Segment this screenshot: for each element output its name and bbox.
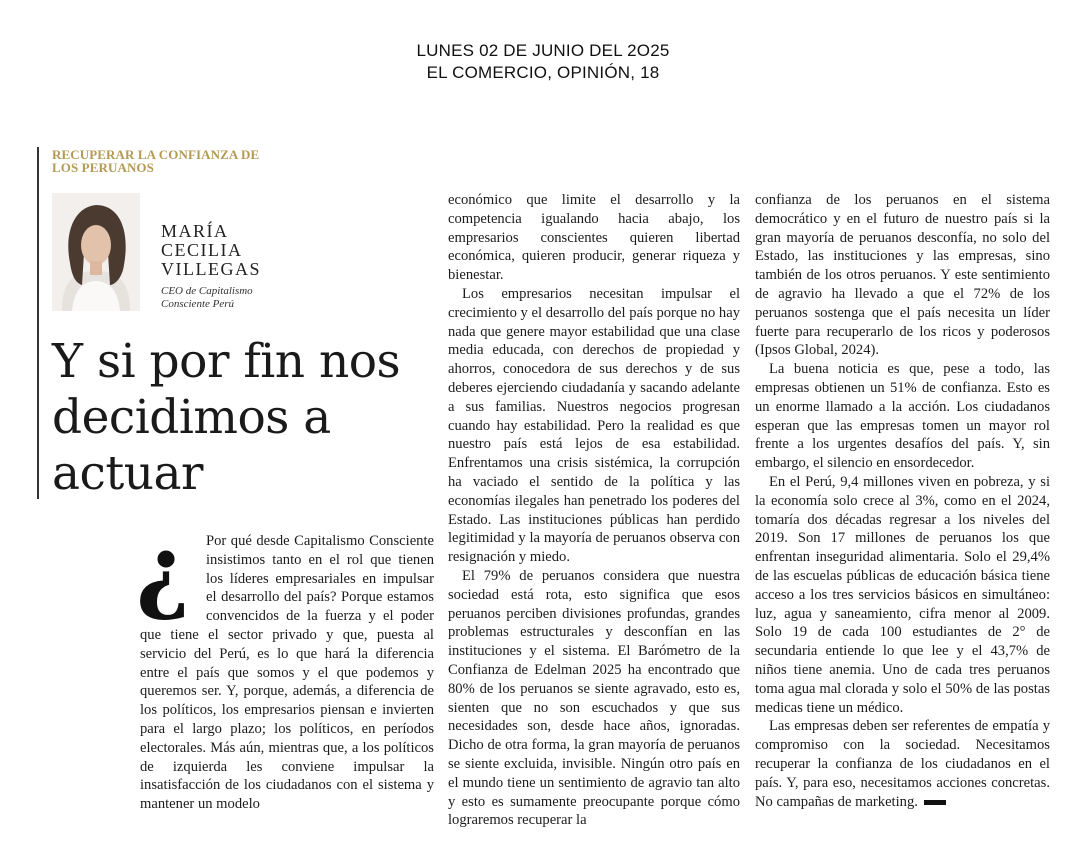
end-mark [924, 800, 946, 805]
article-column-3 [755, 191, 1050, 811]
author-name: MARÍA CECILIA VILLEGAS [161, 221, 261, 279]
article-column-2 [448, 191, 740, 830]
paragraph: La buena noticia es que, pese a todo, las empresas obtienen un 51% de confianza. Esto es un enorme llamado a la acción. Los ciudadanos esperan que las empresas tomen un mayor rol frente a los urgentes desafíos del país. Y, sin embargo, el silencio en ensordecedor. [755, 361, 1050, 472]
author-photo [52, 193, 140, 311]
header-date: LUNES 02 DE JUNIO DEL 2O25 [416, 41, 670, 60]
header-section: EL COMERCIO, OPINIÓN, 18 [426, 63, 660, 82]
paragraph: Por qué desde Capitalismo Consciente insistimos tanto en el rol que tienen los líderes empresariales en impulsar el desarrollo del país? Porque estamos convencidos de la fuerza y el poder que tiene el sector privado y que, puesta al servicio del Perú, es lo que hará la diferencia entre el país que somos y el que podemos y queremos ser. Y, porque, además, a diferencia de los políticos, los empresarios piensan e invierten para el largo plazo; los políticos, en períodos electorales. Más aún, mientras que, a los políticos de izquierda les conviene impulsar la insatisfacción de los ciudadanos con el sistema y mantener un modelo [140, 533, 434, 813]
author-role: CEO de Capitalismo Consciente Perú [161, 285, 253, 310]
paragraph: confianza de los peruanos en el sistema democrático y en el futuro de nuestro país si la gran mayoría de peruanos desconfía, no solo del Estado, las instituciones y las empresas, sino también de los otros peruanos. Y este sentimiento de agravio ha llevado a que el 72% de los peruanos sostenga que el país necesita un líder fuerte para recuperarlo de los ricos y poderosos (Ipsos Global, 2024). [755, 192, 1050, 359]
paragraph-final [755, 717, 1050, 811]
article-title: Y si por fin nos decidimos a actuar [52, 334, 401, 501]
page-header [0, 40, 1086, 84]
dropcap [136, 516, 198, 624]
paragraph: económico que limite el desarrollo y la competencia igualando hacia abajo, los empresarios conscientes quieren libertad económica, quieren producir, generar riqueza y bienestar. [448, 192, 740, 284]
paragraph-final-text: Las empresas deben ser referentes de empatía y compromiso con la sociedad. Necesitamos recuperar la confianza de los ciudadanos en el país. Y, para eso, necesitamos acciones concretas. No campañas de marketing. [755, 718, 1050, 810]
article-kicker: RECUPERAR LA CONFIANZA DE LOS PERUANOS [52, 147, 260, 175]
column-rule [37, 147, 39, 499]
article-column-1 [136, 516, 434, 814]
paragraph: El 79% de peruanos considera que nuestra sociedad está rota, esto significa que esos peruanos perciben divisiones profundas, grandes problemas estructurales y desconfían en las instituciones y el sistema. El Barómetro de la Confianza de Edelman 2025 ha encontrado que 80% de los peruanos se siente agravado, esto es, sienten que no son escuchados y que sus necesidades son, desde hace años, ignoradas. Dicho de otra forma, la gran mayoría de peruanos se siente excluida, invisible. Ningún otro país en el mundo tiene un sentimiento de agravio tan alto y esto es sumamente preocupante porque cómo lograremos recuperar la [448, 567, 740, 829]
dropcap-glyph: ¿ [136, 516, 190, 624]
paragraph: Los empresarios necesitan impulsar el crecimiento y el desarrollo del país porque no hay nada que genere mayor estabilidad que una clase media educada, con derechos de propiedad y ahorros, conocedora de sus derechos y de sus deberes ejerciendo ciudadanía y sacando adelante a sus familias. Nuestros negocios progresan cuando hay estabilidad. Pero la realidad es que nuestro país está lejos de esa estabilidad. Enfrentamos una crisis sistémica, la corrupción ha vaciado el sentido de la política y las economías ilegales han penetrado los poderes del Estado. Las instituciones públicas han perdido legitimidad y la mayoría de peruanos observa con resignación y miedo. [448, 285, 740, 566]
author-block [161, 222, 291, 311]
author-portrait-image [52, 193, 140, 311]
paragraph: En el Perú, 9,4 millones viven en pobreza, y si la economía solo crece al 3%, como en el 2024, tomaría dos décadas regresar a los niveles del 2019. Son 17 millones de peruanos los que enfrentan inseguridad alimentaria. Solo el 29,4% de las escuelas públicas de educación básica tiene acceso a los tres servicios básicos en simultáneo: luz, agua y saneamiento, cifra menor al 2009. Solo 19 de cada 100 estudiantes de 2° de secundaria entiende lo que lee y el 43,7% de niños tiene anemia. Uno de cada tres peruanos toma agua mal clorada y solo el 50% de las postas medicas tiene un médico. [755, 473, 1050, 716]
